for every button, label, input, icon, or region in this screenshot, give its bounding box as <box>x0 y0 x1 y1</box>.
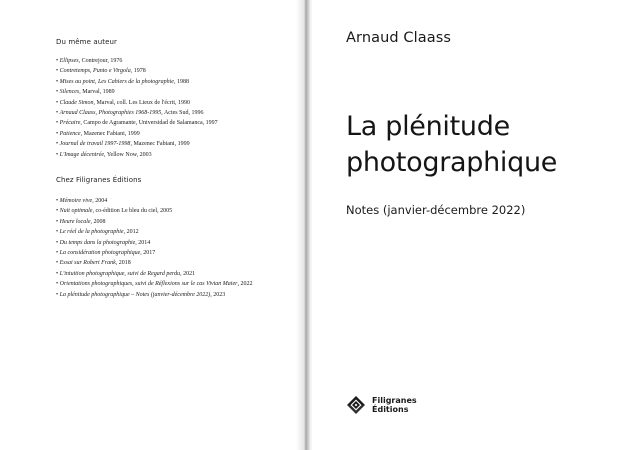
section-heading-author: Du même auteur <box>56 38 118 46</box>
bibliography-item <box>56 206 252 216</box>
publisher-name-line-2: Éditions <box>372 405 409 414</box>
work-details: , co-édition Le bleu du ciel, 2005 <box>92 208 173 215</box>
work-title: Nuit optimale <box>59 208 93 215</box>
work-details: , 2022 <box>237 281 253 288</box>
work-title: Patience <box>59 130 81 137</box>
work-details: , Marval, coll. Les Lieux de l'écrit, 1990 <box>93 99 191 106</box>
bibliography-item <box>56 129 218 139</box>
work-details: , 2004 <box>92 198 108 204</box>
work-title: Heure locale <box>59 218 91 225</box>
work-title: Arnaud Claass, Photographies 1968-1995 <box>59 110 162 117</box>
bibliography-item <box>56 279 252 289</box>
bibliography-item <box>56 87 218 97</box>
bibliography-item <box>56 77 218 87</box>
bibliography-item <box>56 139 218 149</box>
bibliography-item <box>56 196 252 206</box>
bibliography-list-publisher <box>56 196 252 300</box>
bibliography-item <box>56 56 218 66</box>
publisher-name <box>372 396 417 415</box>
work-details: , 2021 <box>180 270 196 277</box>
filigranes-logo-icon <box>346 395 366 415</box>
work-details: , Actes Sud, 1996 <box>161 110 204 117</box>
bibliography-item <box>56 248 252 258</box>
work-title: Essai sur Robert Frank <box>59 260 116 267</box>
right-page <box>312 0 619 450</box>
book-subtitle: Notes (janvier-décembre 2022) <box>346 203 526 217</box>
work-details: , 2008 <box>90 218 106 225</box>
work-details: , 2023 <box>210 291 226 298</box>
bibliography-item <box>56 217 252 227</box>
book-title-line-1: La plénitude <box>346 111 510 142</box>
work-title: Précaire <box>59 120 81 127</box>
bibliography-item <box>56 238 252 248</box>
work-title: Journal de travail 1997-1998 <box>59 141 131 148</box>
work-title: Le réel de la photographie <box>59 229 124 236</box>
bibliography-item <box>56 150 218 160</box>
work-details: , Contrejour, 1976 <box>78 58 123 64</box>
bibliography-item <box>56 269 252 279</box>
bibliography-item <box>56 227 252 237</box>
work-title: L'intuition photographique, suivi de Regard perdu <box>59 270 181 277</box>
work-title: Orientations photographiques, suivi de Réflexions sur le cas Vivian Maier <box>59 281 238 288</box>
bibliography-item <box>56 118 218 128</box>
bibliography-item <box>56 290 252 300</box>
work-details: , 1988 <box>173 78 189 85</box>
work-details: , Mazenec Fabiani, 1999 <box>130 141 190 148</box>
publisher-name-line-1: Filigranes <box>372 395 417 405</box>
work-title: Claude Simon <box>59 99 94 106</box>
publisher-logo <box>346 395 417 415</box>
work-details: , Marval, 1989 <box>79 89 115 96</box>
work-title: L'Image décentrée <box>59 151 105 158</box>
work-details: , Mazenec Fabiani, 1999 <box>80 130 140 137</box>
work-title: Mémoire vive <box>59 198 93 204</box>
book-title-line-2: photographique <box>346 147 558 178</box>
section-heading-publisher: Chez Filigranes Éditions <box>56 176 142 184</box>
bibliography-item <box>56 98 218 108</box>
work-title: Contretemps, Punto e Virgola <box>59 68 131 75</box>
left-page <box>0 0 306 450</box>
bibliography-item <box>56 258 252 268</box>
work-title: La considération photographique <box>59 250 141 257</box>
work-title: Ellipses <box>59 58 79 64</box>
work-details: , 2018 <box>115 260 131 267</box>
work-title: Silences <box>59 89 80 96</box>
work-title: Mises au point, Les Cahiers de la photographie <box>59 78 174 85</box>
work-title: Du temps dans la photographie <box>59 239 136 246</box>
bibliography-item <box>56 66 218 76</box>
bibliography-list-author <box>56 56 218 160</box>
work-details: , Campo de Agramante, Universidad de Salamanca, 1997 <box>80 120 218 127</box>
author-name: Arnaud Claass <box>346 30 452 46</box>
work-details: , 2012 <box>123 229 139 236</box>
bibliography-item <box>56 108 218 118</box>
work-title: La plénitude photographique – Notes (janvier-décembre 2022) <box>59 291 211 298</box>
book-title <box>346 109 557 181</box>
work-details: , 1978 <box>130 68 146 75</box>
work-details: , 2017 <box>140 250 156 257</box>
work-details: , 2014 <box>135 239 151 246</box>
work-details: , Yellow Now, 2003 <box>104 151 152 158</box>
